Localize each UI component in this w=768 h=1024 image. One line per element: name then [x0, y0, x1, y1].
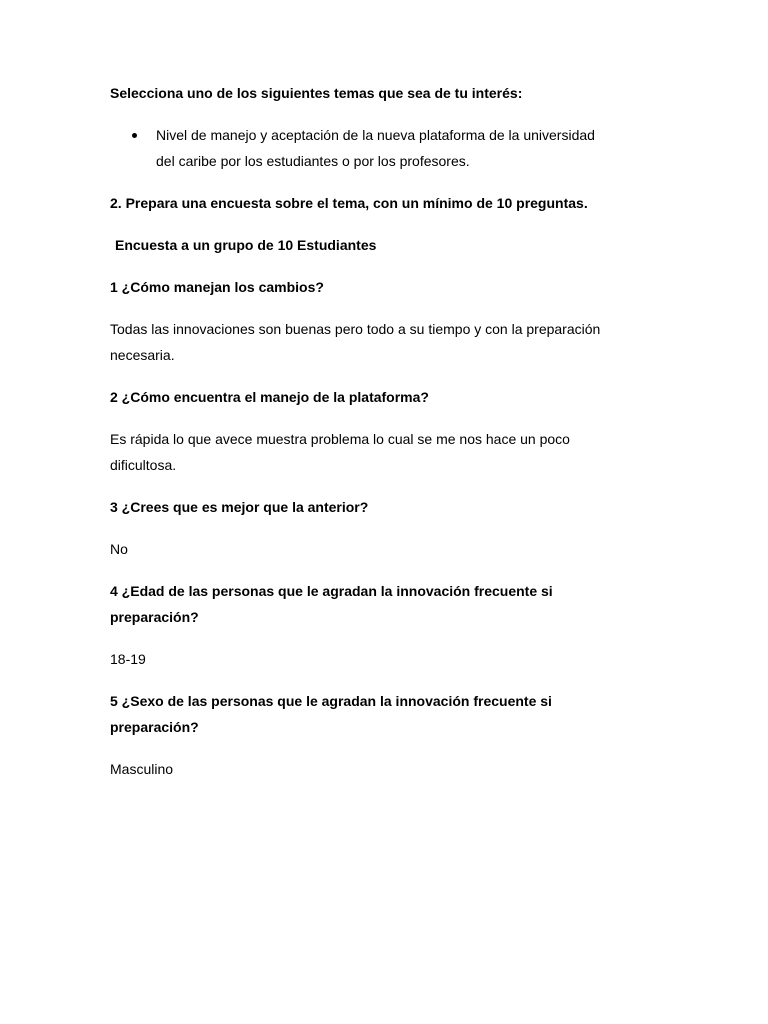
document-content: [110, 80, 670, 782]
question-1: 1 ¿Cómo manejan los cambios?: [110, 279, 324, 295]
bullet-dot-icon: [132, 133, 137, 138]
answer-5-line-1: Masculino: [110, 761, 174, 777]
answer-5: [110, 756, 670, 782]
answer-1: [110, 316, 670, 368]
question-2: 2 ¿Cómo encuentra el manejo de la plataforma?: [110, 389, 429, 405]
answer-3-line-1: No: [110, 541, 128, 557]
question-4-line-1: 4 ¿Edad de las personas que le agradan la innovación frecuente si: [110, 583, 553, 599]
answer-2-line-2: dificultosa.: [110, 457, 177, 473]
question-block-1: [110, 274, 670, 368]
answer-3: [110, 536, 670, 562]
answer-4-line-1: 18-19: [110, 651, 146, 667]
question-block-2: [110, 384, 670, 478]
survey-heading: Encuesta a un grupo de 10 Estudiantes: [115, 237, 377, 253]
question-5-line-1: 5 ¿Sexo de las personas que le agradan la innovación frecuente si: [110, 693, 552, 709]
intro-title: Selecciona uno de los siguientes temas que sea de tu interés:: [110, 85, 523, 101]
topic-line-1: Nivel de manejo y aceptación de la nueva plataforma de la universidad: [156, 127, 595, 143]
answer-1-line-1: Todas las innovaciones son buenas pero todo a su tiempo y con la preparación: [110, 321, 601, 337]
topic-list: [110, 122, 670, 174]
question-block-3: [110, 494, 670, 562]
question-block-5: [110, 688, 670, 782]
question-5-line-2: preparación?: [110, 719, 199, 735]
question-4-line-2: preparación?: [110, 609, 199, 625]
question-block-4: [110, 578, 670, 672]
topic-bullet-item: [110, 122, 670, 174]
answer-2-line-1: Es rápida lo que avece muestra problema lo cual se me nos hace un poco: [110, 431, 570, 447]
topic-line-2: del caribe por los estudiantes o por los profesores.: [156, 153, 470, 169]
task-heading: 2. Prepara una encuesta sobre el tema, con un mínimo de 10 preguntas.: [110, 195, 588, 211]
answer-4: [110, 646, 670, 672]
answer-2: [110, 426, 670, 478]
answer-1-line-2: necesaria.: [110, 347, 175, 363]
question-3: 3 ¿Crees que es mejor que la anterior?: [110, 499, 369, 515]
